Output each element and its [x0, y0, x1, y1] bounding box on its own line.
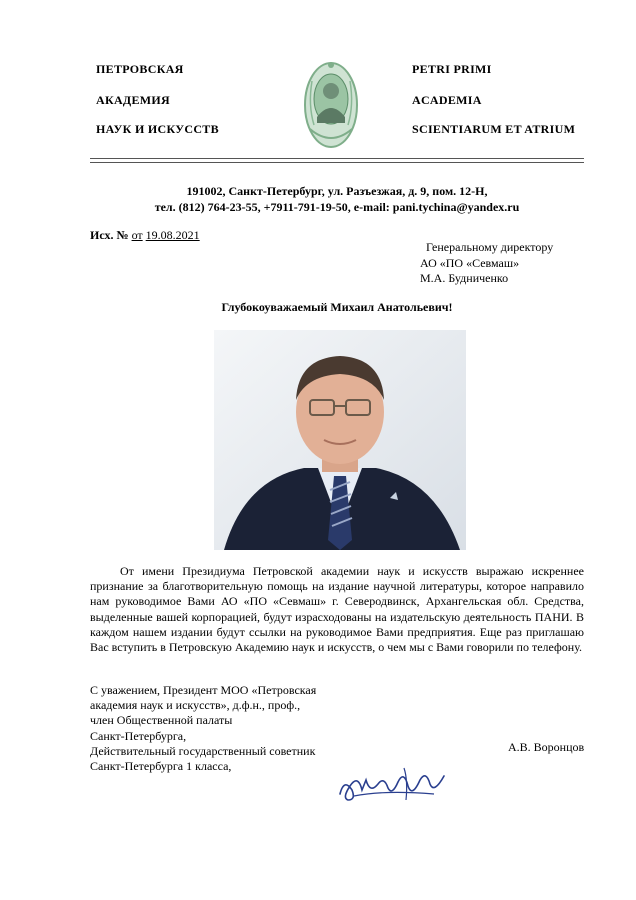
portrait-photo	[214, 330, 466, 550]
contact-line: тел. (812) 764-23-55, +7911-791-19-50, e-mail: pani.tychina@yandex.ru	[154, 200, 520, 214]
academy-name-ru-line2: АКАДЕМИЯ	[96, 93, 171, 107]
credentials-line: член Общественной палаты	[90, 713, 233, 728]
sender-credentials	[90, 683, 316, 774]
academy-name-la-line1: PETRI PRIMI	[412, 62, 492, 76]
reference-date: 19.08.2021	[145, 228, 200, 242]
credentials-line: Санкт-Петербурга 1 класса,	[90, 759, 232, 774]
address-line: 191002, Санкт-Петербург, ул. Разъезжая, д. 9, пом. 12-Н,	[186, 184, 488, 198]
header-divider-bottom	[90, 162, 584, 163]
handwritten-signature	[334, 760, 454, 808]
academy-name-la-line3: SCIENTIARUM ET ATRIUM	[412, 122, 576, 136]
recipient-name: М.А. Будниченко	[420, 271, 509, 285]
academy-name-la-line2: ACADEMIA	[412, 93, 482, 107]
header-divider-top	[90, 158, 584, 159]
credentials-line: Санкт-Петербурга,	[90, 728, 187, 743]
academy-emblem	[302, 59, 360, 151]
academy-name-ru-line3: НАУК И ИСКУССТВ	[96, 122, 219, 136]
credentials-line: академия наук и искусств», д.ф.н., проф.,	[90, 698, 301, 713]
outgoing-reference	[90, 228, 200, 243]
recipient-title: Генеральному директору	[426, 240, 554, 254]
recipient-company: АО «ПО «Севмаш»	[420, 256, 520, 270]
address-block	[90, 183, 584, 215]
salutation: Глубокоуважаемый Михаил Анатольевич!	[221, 300, 453, 314]
reference-from-label: от	[131, 228, 143, 242]
credentials-line: С уважением, Президент МОО «Петровская	[90, 683, 317, 697]
signer-name: А.В. Воронцов	[508, 740, 585, 754]
academy-name-ru-line1: ПЕТРОВСКАЯ	[96, 62, 184, 76]
credentials-line: Действительный государственный советник	[90, 743, 316, 758]
letter-body: От имени Президиума Петровской академии наук и искусств выражаю искреннее признание за благотворительную помощь на издание научной литературы, которое направило нам руководимое Вами АО «ПО «Севмаш» г. Северодвинск, Архангельская обл. Средства, выделенные вашей корпорацией, будут израсходованы на издательскую деятельность ПАНИ. В каждом нашем издании будут ссылки на руководимое Вами предприятия. Еще раз приглашаю Вас вступить в Петровскую Академию наук и искусств, о чем мы с Вами говорили по телефону.	[90, 564, 584, 655]
reference-number-label: Исх. №	[90, 228, 132, 242]
